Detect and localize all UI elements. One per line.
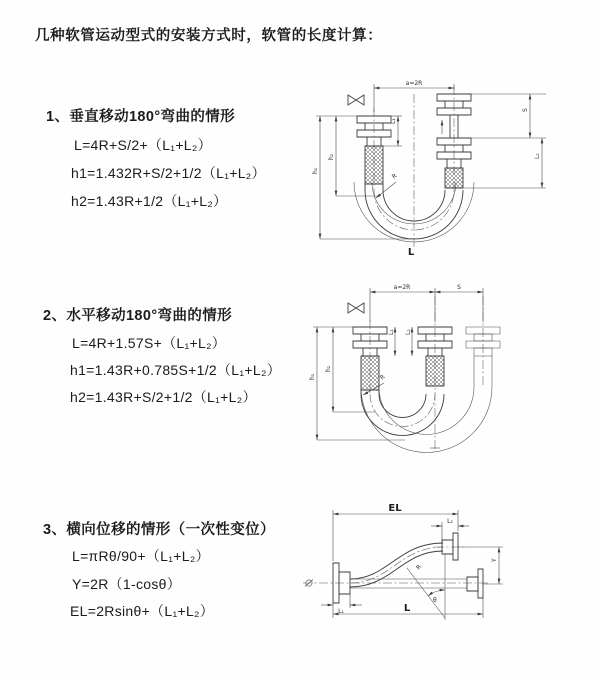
dim-el — [333, 503, 458, 561]
dim-l1 — [321, 594, 362, 615]
centerline — [303, 580, 490, 587]
dim-l2 — [405, 327, 412, 356]
radius-label: R — [378, 373, 387, 382]
diagram-horizontal-move-180-bend — [305, 282, 570, 467]
dim-h1-label: h₁ — [312, 167, 319, 174]
dim-l1-label: L₁ — [388, 329, 395, 335]
valve-icon — [348, 303, 364, 313]
angle-construction — [407, 554, 445, 620]
section-1-formula-h2: h2=1.43R+1/2（L₁+L₂） — [71, 193, 228, 209]
hose-u-bends — [361, 387, 492, 453]
section-2-heading: 2、水平移动180°弯曲的情形 — [43, 308, 233, 324]
section-2-formula-L: L=4R+1.57S+（L₁+L₂） — [72, 335, 227, 351]
length-label: L — [407, 247, 415, 258]
dim-y-label: Y — [491, 558, 498, 562]
section-3-formula-Y: Y=2R（1-cosθ） — [72, 576, 182, 592]
dim-l2 — [431, 518, 469, 540]
page-title: 几种软管运动型式的安装方式时，软管的长度计算： — [35, 28, 383, 44]
section-1-heading: 1、垂直移动180°弯曲的情形 — [46, 109, 236, 125]
radius-label: R — [390, 172, 399, 181]
diagram-lateral-displacement — [295, 500, 565, 650]
section-1-formula-h1: h1=1.432R+S/2+1/2（L₁+L₂） — [71, 165, 266, 181]
section-3-formula-EL: EL=2Rsinθ+（L₁+L₂） — [70, 603, 215, 619]
angle-theta-label: θ — [433, 597, 437, 604]
section-2-formula-h1: h1=1.43R+0.785S+1/2（L₁+L₂） — [70, 362, 281, 378]
dim-l2-label: L₂ — [534, 153, 541, 159]
dim-l1 — [388, 327, 395, 356]
dim-el-label: EL — [388, 503, 402, 514]
upper-flange — [435, 533, 465, 560]
dim-h2-label: h₂ — [325, 365, 332, 372]
dim-a2r — [370, 284, 483, 322]
centerlines — [374, 86, 454, 250]
dim-s-label: S — [457, 284, 461, 291]
section-3-formula-L: L=πRθ/90+（L₁+L₂） — [72, 548, 210, 564]
valve-icon — [348, 95, 364, 105]
section-1-formula-L: L=4R+S/2+（L₁+L₂） — [74, 137, 212, 153]
dim-l2-label: L₂ — [405, 329, 412, 335]
dim-h1-label: h₁ — [309, 373, 316, 380]
diagram-vertical-move-180-bend — [304, 72, 564, 267]
dim-s — [471, 94, 546, 138]
dim-l1-label: L₁ — [390, 118, 397, 124]
section-3-heading: 3、横向位移的情形（一次性变位） — [43, 522, 275, 538]
radius-label: R — [415, 563, 424, 572]
dim-y — [458, 547, 503, 584]
dim-l2-label: L₂ — [447, 518, 453, 525]
hose-s-curve — [350, 543, 443, 587]
dim-a2r-label: a=2R — [405, 80, 423, 87]
dim-l1 — [383, 116, 402, 146]
dim-l-label: L — [403, 603, 411, 614]
dim-a2r-label: a=2R — [393, 284, 411, 291]
dim-h1 — [309, 327, 405, 440]
dim-s-label: S — [522, 108, 529, 112]
section-2-formula-h2: h2=1.43R+S/2+1/2（L₁+L₂） — [70, 389, 257, 405]
dim-h2-label: h₂ — [328, 153, 335, 160]
dim-l — [333, 598, 483, 618]
dim-l2 — [463, 138, 546, 188]
dim-l1-label: L₁ — [338, 608, 344, 615]
